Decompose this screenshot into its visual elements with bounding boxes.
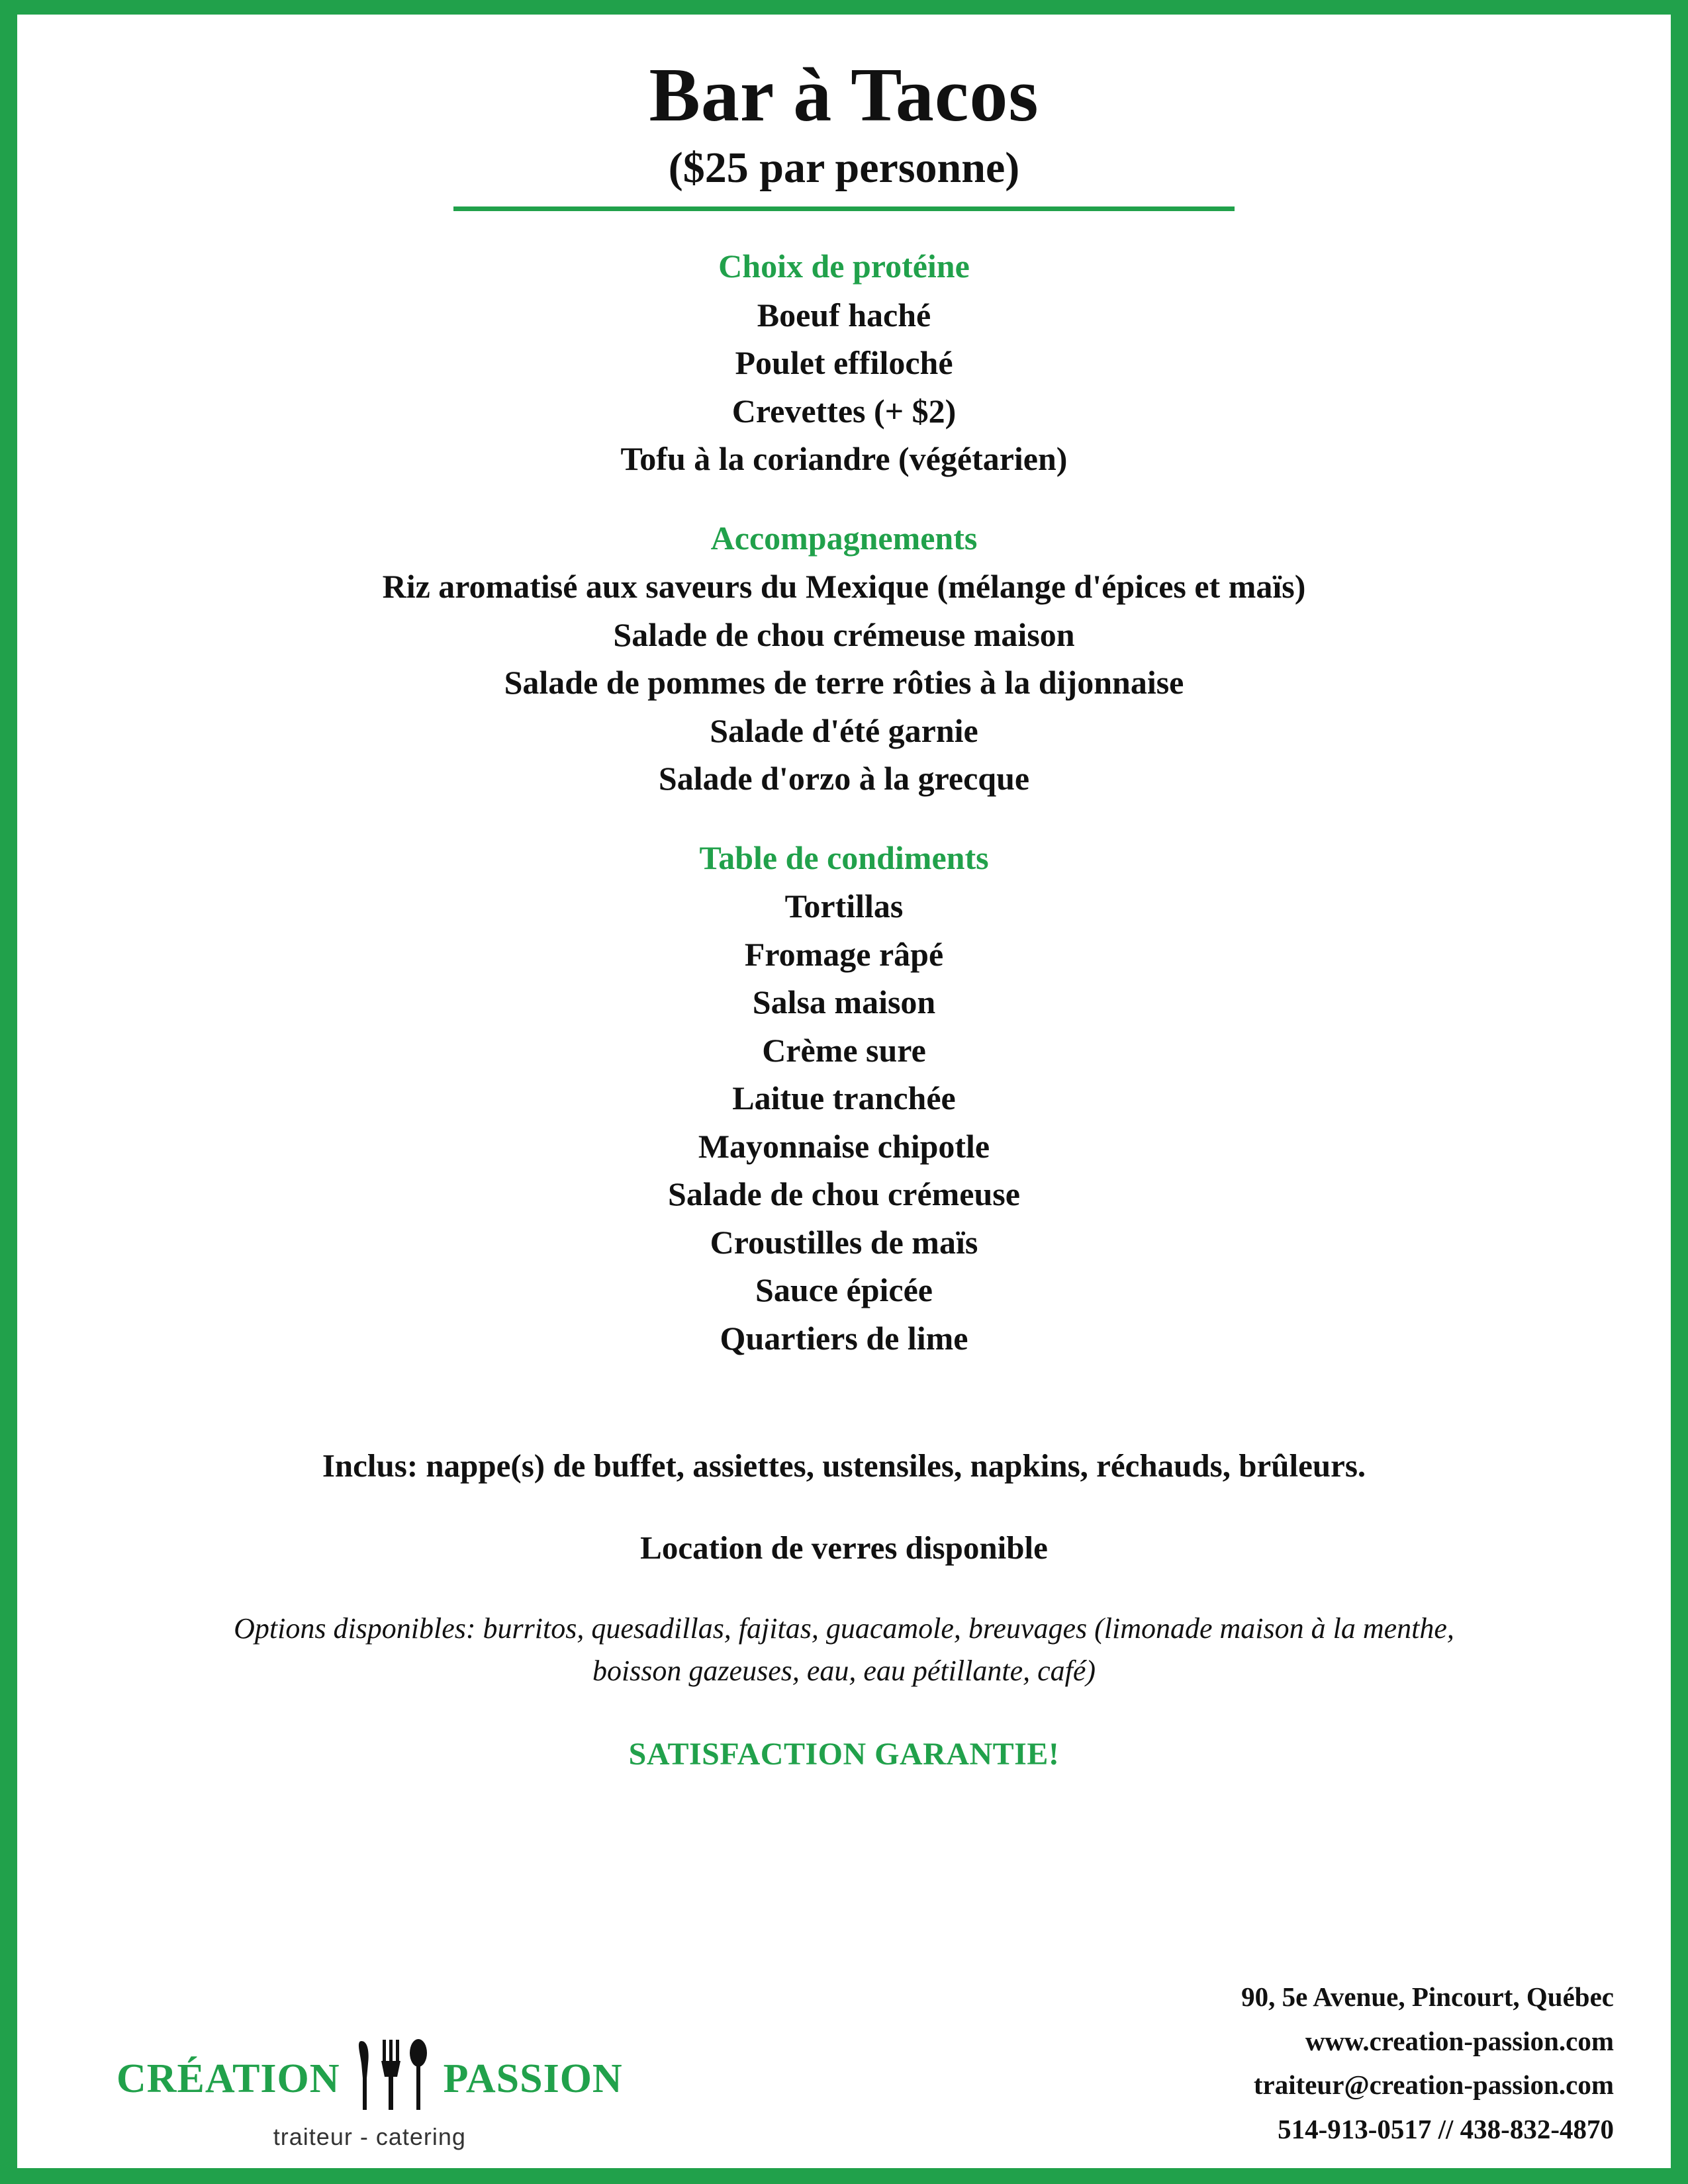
list-item: Croustilles de maïs <box>710 1223 978 1261</box>
contact-email[interactable]: traiteur@creation-passion.com <box>1253 2070 1614 2101</box>
section-heading: Table de condiments <box>699 839 989 876</box>
options-note: Options disponibles: burritos, quesadillas, fajitas, guacamole, breuvages (limonade maison à la menthe, boisson gazeuses, eau, eau pétillante, café) <box>234 1612 1454 1688</box>
list-item: Tofu à la coriandre (végétarien) <box>620 440 1068 478</box>
list-item: Poulet effiloché <box>735 344 953 382</box>
header-divider <box>453 206 1235 211</box>
logo-tagline: traiteur - catering <box>273 2123 466 2150</box>
contact-website[interactable]: www.creation-passion.com <box>1305 2025 1614 2056</box>
contact-address: 90, 5e Avenue, Pincourt, Québec <box>1241 1981 1614 2013</box>
list-item: Laitue tranchée <box>732 1079 956 1117</box>
list-item: Salade de pommes de terre rôties à la dijonnaise <box>504 664 1184 702</box>
included-note: Inclus: nappe(s) de buffet, assiettes, ustensiles, napkins, réchauds, brûleurs. <box>322 1447 1366 1484</box>
logo-row <box>117 2042 623 2115</box>
list-item: Salade de chou crémeuse <box>668 1175 1020 1213</box>
list-item: Tortillas <box>784 887 904 925</box>
page-title: Bar à Tacos <box>649 53 1039 138</box>
list-item: Salade d'été garnie <box>710 711 978 749</box>
footer-bar <box>70 1975 1618 2151</box>
menu-sheet <box>17 15 1671 2168</box>
list-item: Boeuf haché <box>757 296 931 334</box>
list-item: Mayonnaise chipotle <box>698 1127 990 1165</box>
guarantee-note: SATISFACTION GARANTIE! <box>628 1736 1060 1772</box>
section-sides <box>70 518 1618 803</box>
list-item: Crevettes (+ $2) <box>731 392 957 430</box>
logo-word-left: CRÉATION <box>117 2056 340 2101</box>
list-item: Fromage râpé <box>744 935 944 973</box>
footer-notes <box>70 1441 1618 1772</box>
page-subtitle: ($25 par personne) <box>668 143 1020 192</box>
list-item: Sauce épicée <box>755 1271 933 1309</box>
logo-word-right: PASSION <box>443 2056 623 2101</box>
brand-logo <box>70 2042 623 2151</box>
list-item: Quartiers de lime <box>720 1319 968 1357</box>
section-proteins <box>70 246 1618 483</box>
section-heading: Accompagnements <box>710 519 978 557</box>
contact-block <box>1241 1975 1618 2151</box>
section-condiments <box>70 837 1618 1363</box>
utensils-icon <box>352 2040 432 2113</box>
list-item: Salade d'orzo à la grecque <box>658 760 1030 797</box>
list-item: Crème sure <box>762 1031 926 1069</box>
list-item: Salsa maison <box>752 983 936 1021</box>
rental-note: Location de verres disponible <box>640 1529 1048 1566</box>
list-item: Salade de chou crémeuse maison <box>613 615 1075 653</box>
contact-phones: 514-913-0517 // 438-832-4870 <box>1278 2113 1614 2144</box>
section-heading: Choix de protéine <box>718 248 970 285</box>
list-item: Riz aromatisé aux saveurs du Mexique (mélange d'épices et maïs) <box>382 568 1306 606</box>
